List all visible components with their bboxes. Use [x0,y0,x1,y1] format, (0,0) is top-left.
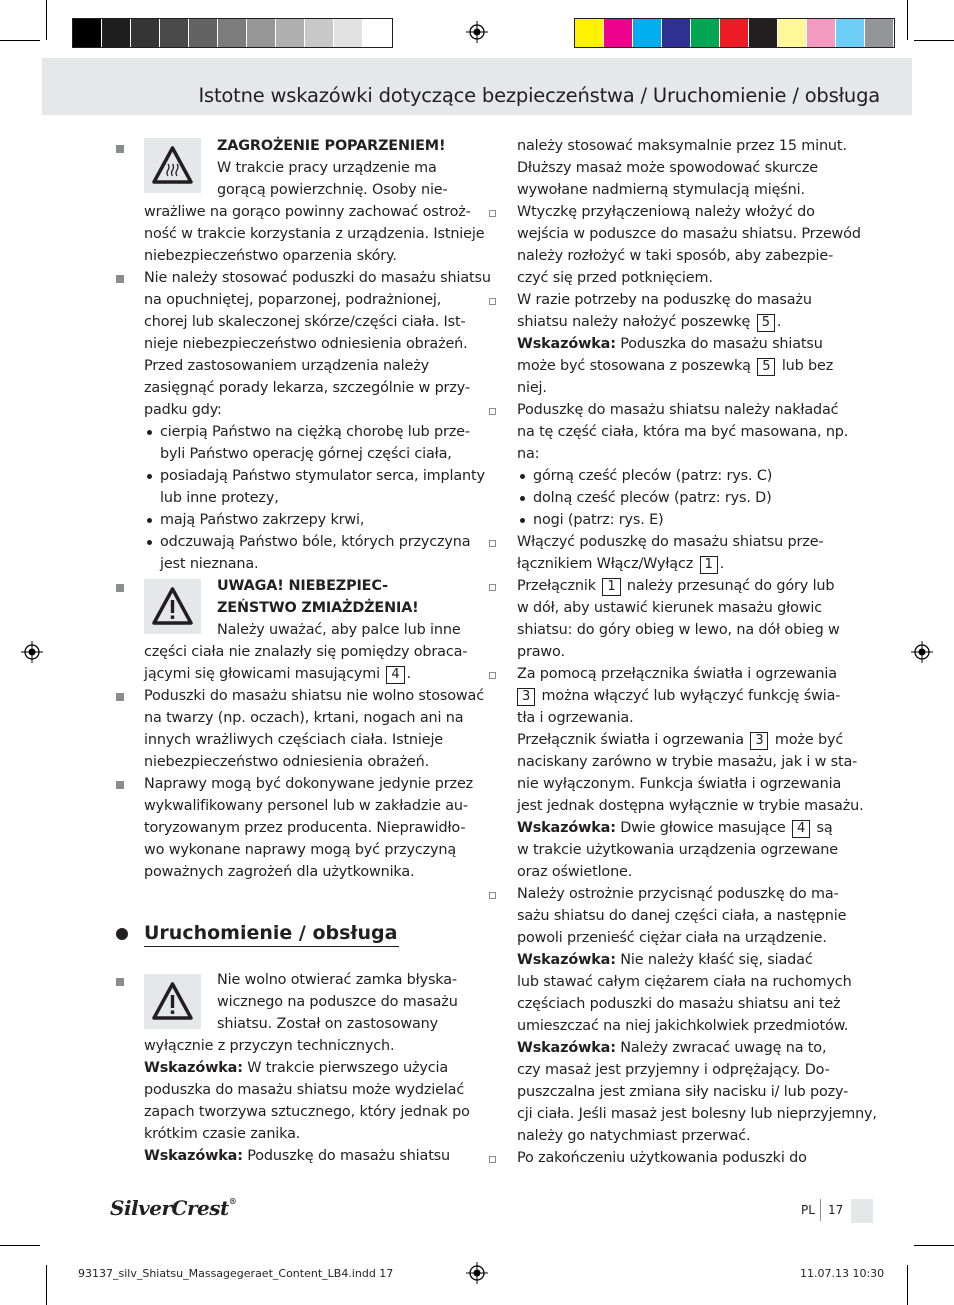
text: może być stosowana z poszewką [517,358,751,374]
text-line [517,333,823,355]
color-swatch [604,19,633,47]
file-info: 93137_silv_Shiatsu_Massagegeraet_Content_LB4.indd 17 [78,1267,394,1280]
text-line [517,949,813,971]
zipper-warning-box [144,974,201,1029]
part-number-box: 1 [602,578,620,596]
text-line [517,685,840,707]
text-line: w dół, aby ustawić kierunek masażu głowic [517,600,822,616]
brand-logo: SilverCrest® [110,1196,237,1220]
color-swatch [247,19,276,47]
registration-mark-icon [21,641,43,663]
crop-mark [0,1245,40,1246]
list-item: górną cześć pleców (patrz: rys. C) [533,468,773,484]
text-line: ność w trakcie korzystania z urządzenia. Istnieje [144,226,485,242]
text-line: wo wykonane naprawy mogą być przyczyną [144,842,457,858]
hot-surface-warning-icon [144,138,201,193]
crop-mark [907,1265,908,1305]
exclamation-warning-icon [144,974,201,1029]
text-line: na opuchniętej, poparzonej, podrażnionej, [144,292,442,308]
color-swatch [276,19,305,47]
bullet-dot [520,518,525,523]
text: W trakcie pierwszego użycia [242,1060,449,1076]
text-line: częściach poduszki do masażu shiatsu ani też [517,996,841,1012]
text-line: niej. [517,380,547,396]
text-line [517,817,833,839]
color-swatch [749,19,778,47]
part-number-box: 4 [792,820,810,838]
crush-warning-heading: UWAGA! NIEBEZPIEC- [217,578,388,594]
bullet-square [116,275,124,283]
text-line: Poduszkę do masażu shiatsu należy nakładać [517,402,839,418]
text-line: zapach tworzywa sztucznego, który jednak po [144,1104,470,1120]
crop-mark [46,0,47,40]
color-swatch [131,19,160,47]
bullet-square [116,693,124,701]
color-swatch [102,19,131,47]
text: Przełącznik światła i ogrzewania [517,732,744,748]
burn-warning-box [144,138,201,193]
text-line: jest jednak dostępna wyłącznie w trybie masażu. [517,798,864,814]
color-swatch [633,19,662,47]
text-line: padku gdy: [144,402,222,418]
part-number-box: 4 [386,666,404,684]
text-line: należy go natychmiast przerwać. [517,1128,751,1144]
date-info: 11.07.13 10:30 [800,1267,885,1280]
text: Poduszkę do masażu shiatsu [242,1148,450,1164]
part-number-box: 1 [700,556,718,574]
text-line: Po zakończeniu użytkowania poduszki do [517,1150,807,1166]
text: Dwie głowice masujące [615,820,786,836]
color-swatch [160,19,189,47]
checkbox-square [489,892,496,899]
text-line: W trakcie pracy urządzenie ma [217,160,437,176]
text-line: niebezpieczeństwo oparzenia skóry. [144,248,397,264]
text-line: tła i ogrzewania. [517,710,634,726]
text: łącznikiem Włącz/Wyłącz [517,556,694,572]
text: są [812,820,833,836]
list-item: posiadają Państwo stymulator serca, implanty [160,468,485,484]
text-line: Należy ostrożnie przycisnąć poduszkę do ma- [517,886,839,902]
page-number: 17 [828,1203,844,1217]
exclamation-warning-icon [144,579,201,634]
color-swatch [865,19,894,47]
text-line: Dłuższy masaż może spowodować skurcze [517,160,818,176]
crop-mark [0,40,40,41]
color-swatch [73,19,102,47]
color-swatch [720,19,749,47]
text-line: Nie należy stosować poduszki do masażu shiatsu [144,270,491,286]
hint-label: Wskazówka: [144,1148,243,1164]
text-line: naciskany zarówno w trybie masażu, jak i w sta- [517,754,858,770]
color-swatch [575,19,604,47]
bullet-square [116,978,124,986]
text-line: należy stosować maksymalnie przez 15 minut. [517,138,847,154]
registration-mark-icon [466,21,488,43]
text-line: sażu shiatsu do danej części ciała, a następnie [517,908,847,924]
text: shiatsu należy nałożyć poszewkę [517,314,751,330]
text-line: innych wrażliwych częściach ciała. Istnieje [144,732,444,748]
text-line: części ciała nie znalazły się pomiędzy obraca- [144,644,468,660]
text: Nie należy kłaść się, siadać [615,952,813,968]
color-swatch [218,19,247,47]
list-item: cierpią Państwo na ciężką chorobę lub prze- [160,424,470,440]
text-line: nie wyłączonym. Funkcja światła i ogrzewania [517,776,842,792]
text-line: shiatsu: do góry obieg w lewo, na dół obieg w [517,622,840,638]
text: należy przesunąć do góry lub [622,578,835,594]
text-line: powoli przenieść ciężar ciała na urządzenie. [517,930,827,946]
footer-tab [851,1199,873,1223]
text-line: gorącą powierzchnię. Osoby nie- [217,182,448,198]
part-number-box: 3 [750,732,768,750]
hint-label: Wskazówka: [517,1040,616,1056]
checkbox-square [489,298,496,305]
text-line: w trakcie użytkowania urządzenia ogrzewane [517,842,838,858]
text-line: zasięgnąć porady lekarza, szczególnie w przy- [144,380,470,396]
crush-warning-heading: ZEŃSTWO ZMIAŻDŻENIA! [217,600,419,616]
bullet-square [116,584,124,592]
text-line: puszczalna jest zmiana siły nacisku i/ lub pozy- [517,1084,849,1100]
part-number-box: 5 [757,358,775,376]
checkbox-square [489,584,496,591]
text-line: cji ciała. Jeśli masaż jest bolesny lub nieprzyjemny, [517,1106,877,1122]
color-swatch [334,19,363,47]
text: jącymi się głowicami masującymi [144,666,380,682]
color-swatch [836,19,865,47]
text-line [517,553,724,575]
text-line: oraz oświetlone. [517,864,633,880]
text-line: lub stawać całym ciężarem ciała na ruchomych [517,974,852,990]
text-line: Za pomocą przełącznika światła i ogrzewania [517,666,837,682]
footer-lang: PL [801,1203,815,1217]
text: . [719,556,725,572]
text-line: należy rozłożyć w taki sposób, aby zabezpie- [517,248,834,264]
brand-text: SilverCrest [110,1196,229,1220]
text-line: poduszka do masażu shiatsu może wydzielać [144,1082,465,1098]
text-line [144,1145,450,1167]
text-line: wejścia w poduszce do masażu shiatsu. Przewód [517,226,861,242]
text: Przełącznik [517,578,596,594]
color-swatch [778,19,807,47]
text-line: Należy uważać, aby palce lub inne [217,622,461,638]
text-line: poważnych zagrożeń dla użytkownika. [144,864,415,880]
hint-label: Wskazówka: [517,336,616,352]
gray-calibration-bar [72,18,393,48]
text-line: krótkim czasie zanika. [144,1126,301,1142]
text-line [517,311,781,333]
color-swatch [363,19,392,47]
text-line [517,729,843,751]
text: . [406,666,411,682]
list-item: odczuwają Państwo bóle, których przyczyna [160,534,471,550]
text-line: chorej lub skaleczonej skórze/części ciała. Ist- [144,314,466,330]
text-line: Poduszki do masażu shiatsu nie wolno stosować [144,688,484,704]
text-line: W razie potrzeby na poduszkę do masażu [517,292,812,308]
checkbox-square [489,1156,496,1163]
text-line [517,575,834,597]
footer-divider [820,1199,821,1221]
crop-mark [46,1265,47,1305]
bullet-dot [147,430,152,435]
hint-label: Wskazówka: [144,1060,243,1076]
text: Poduszka do masażu shiatsu [615,336,823,352]
text-line: umieszczać na niej jakichkolwiek przedmiotów. [517,1018,849,1034]
list-item: mają Państwo zakrzepy krwi, [160,512,365,528]
text: lub bez [777,358,834,374]
text-line: nieje niebezpieczeństwo odniesienia obrażeń. [144,336,468,352]
color-calibration-bar [574,18,895,48]
burn-warning-heading: ZAGROŻENIE POPARZENIEM! [217,138,446,154]
text-line: toryzowanym przez producenta. Nieprawidło- [144,820,466,836]
text-line: wrażliwe na gorąco powinny zachować ostroż- [144,204,471,220]
bullet-dot [147,540,152,545]
bullet-dot [520,474,525,479]
registration-mark-icon [466,1262,488,1284]
color-swatch [807,19,836,47]
list-item: byli Państwo operację górnej części ciała, [160,446,452,462]
bullet-square [116,145,124,153]
text-line [144,1057,448,1079]
color-swatch [305,19,334,47]
page-title: Istotne wskazówki dotyczące bezpieczeństwa / Uruchomienie / obsługa [198,84,880,107]
text-line: niebezpieczeństwo odniesienia obrażeń. [144,754,430,770]
text-line: Przed zastosowaniem urządzenia należy [144,358,430,374]
text-line: na: [517,446,540,462]
hint-label: Wskazówka: [517,820,616,836]
text-line: shiatsu. Został on zastosowany [217,1016,438,1032]
text-line [517,1037,826,1059]
bullet-dot [147,474,152,479]
text-line: Wtyczkę przyłączeniową należy włożyć do [517,204,815,220]
bullet-dot [520,496,525,501]
text-line: na twarzy (np. oczach), krtani, nogach ani na [144,710,464,726]
part-number-box: 5 [757,314,775,332]
text-line [144,663,411,685]
text: można włączyć lub wyłączyć funkcję świa- [537,688,841,704]
crop-mark [914,1245,954,1246]
section-title: Uruchomienie / obsługa [144,920,399,947]
registration-mark-icon [911,641,933,663]
text-line: czyć się przed potknięciem. [517,270,713,286]
text-line: wywołane nadmierną stymulacją mięśni. [517,182,805,198]
checkbox-square [489,408,496,415]
text-line: Naprawy mogą być dokonywane jedynie przez [144,776,474,792]
text: może być [770,732,844,748]
checkbox-square [489,672,496,679]
bullet-square [116,781,124,789]
list-item: dolną cześć pleców (patrz: rys. D) [533,490,772,506]
list-item: lub inne protezy, [160,490,279,506]
text-line [517,355,833,377]
text-line: czy masaż jest przyjemny i odprężający. Do- [517,1062,830,1078]
text-line: prawo. [517,644,565,660]
checkbox-square [489,540,496,547]
checkbox-square [489,210,496,217]
text-line: na tę część ciała, która ma być masowana, np. [517,424,849,440]
hint-label: Wskazówka: [517,952,616,968]
crush-warning-box [144,579,201,634]
crop-mark [914,40,954,41]
list-item: jest nieznana. [160,556,259,572]
text: . [776,314,782,330]
text-line: wyłącznie z przyczyn technicznych. [144,1038,395,1054]
bullet-dot [147,518,152,523]
text-line: wykwalifikowany personel lub w zakładzie au- [144,798,468,814]
color-swatch [691,19,720,47]
text: Należy zwracać uwagę na to, [615,1040,827,1056]
list-item: nogi (patrz: rys. E) [533,512,664,528]
text-line: Nie wolno otwierać zamka błyska- [217,972,457,988]
color-swatch [662,19,691,47]
part-number-box: 3 [517,688,535,706]
color-swatch [189,19,218,47]
text-line: Włączyć poduszkę do masażu shiatsu prze- [517,534,824,550]
section-bullet [116,928,128,940]
crop-mark [907,0,908,40]
text-line: wicznego na poduszce do masażu [217,994,458,1010]
